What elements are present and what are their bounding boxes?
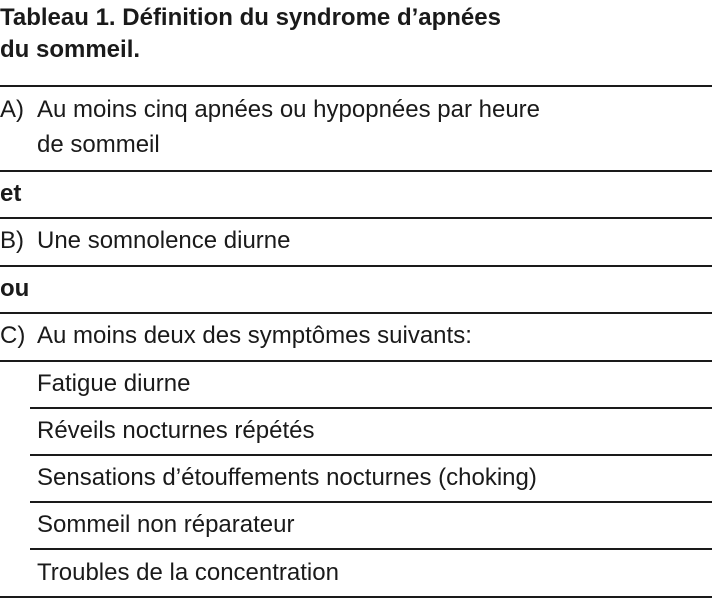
row-divider [0, 170, 712, 172]
row-divider [0, 312, 712, 314]
symptom-divider [30, 501, 712, 503]
criterion-b-letter: B) [0, 227, 24, 254]
table-top-rule [0, 85, 712, 87]
connector-ou: ou [0, 275, 30, 302]
table-title-line-2: du sommeil. [0, 36, 141, 63]
criterion-c-row [0, 320, 712, 352]
row-divider [0, 265, 712, 267]
criterion-a-letter: A) [0, 96, 24, 123]
symptom-item: Troubles de la concentration [37, 559, 339, 586]
row-divider [0, 217, 712, 219]
symptom-item: Sensations d’étouffements nocturnes (choking) [37, 464, 537, 491]
connector-et: et [0, 180, 22, 207]
criterion-c-text: Au moins deux des symptômes suivants: [37, 322, 472, 349]
row-divider [0, 360, 712, 362]
criterion-a-line-1: Au moins cinq apnées ou hypopnées par heure [37, 96, 541, 123]
symptom-divider [30, 548, 712, 550]
criterion-b-row [0, 225, 712, 257]
criterion-b-text: Une somnolence diurne [37, 227, 291, 254]
criterion-a-line-2: de sommeil [37, 131, 160, 158]
table-title [0, 2, 700, 66]
table-bottom-rule [0, 596, 712, 598]
symptom-item: Sommeil non réparateur [37, 511, 295, 538]
table-title-line-1: Tableau 1. Définition du syndrome d’apnées [0, 4, 501, 31]
symptom-divider [30, 407, 712, 409]
symptom-item: Réveils nocturnes répétés [37, 417, 315, 444]
criterion-a-row [0, 94, 712, 158]
criterion-c-letter: C) [0, 322, 26, 349]
symptom-item: Fatigue diurne [37, 370, 191, 397]
symptom-divider [30, 454, 712, 456]
